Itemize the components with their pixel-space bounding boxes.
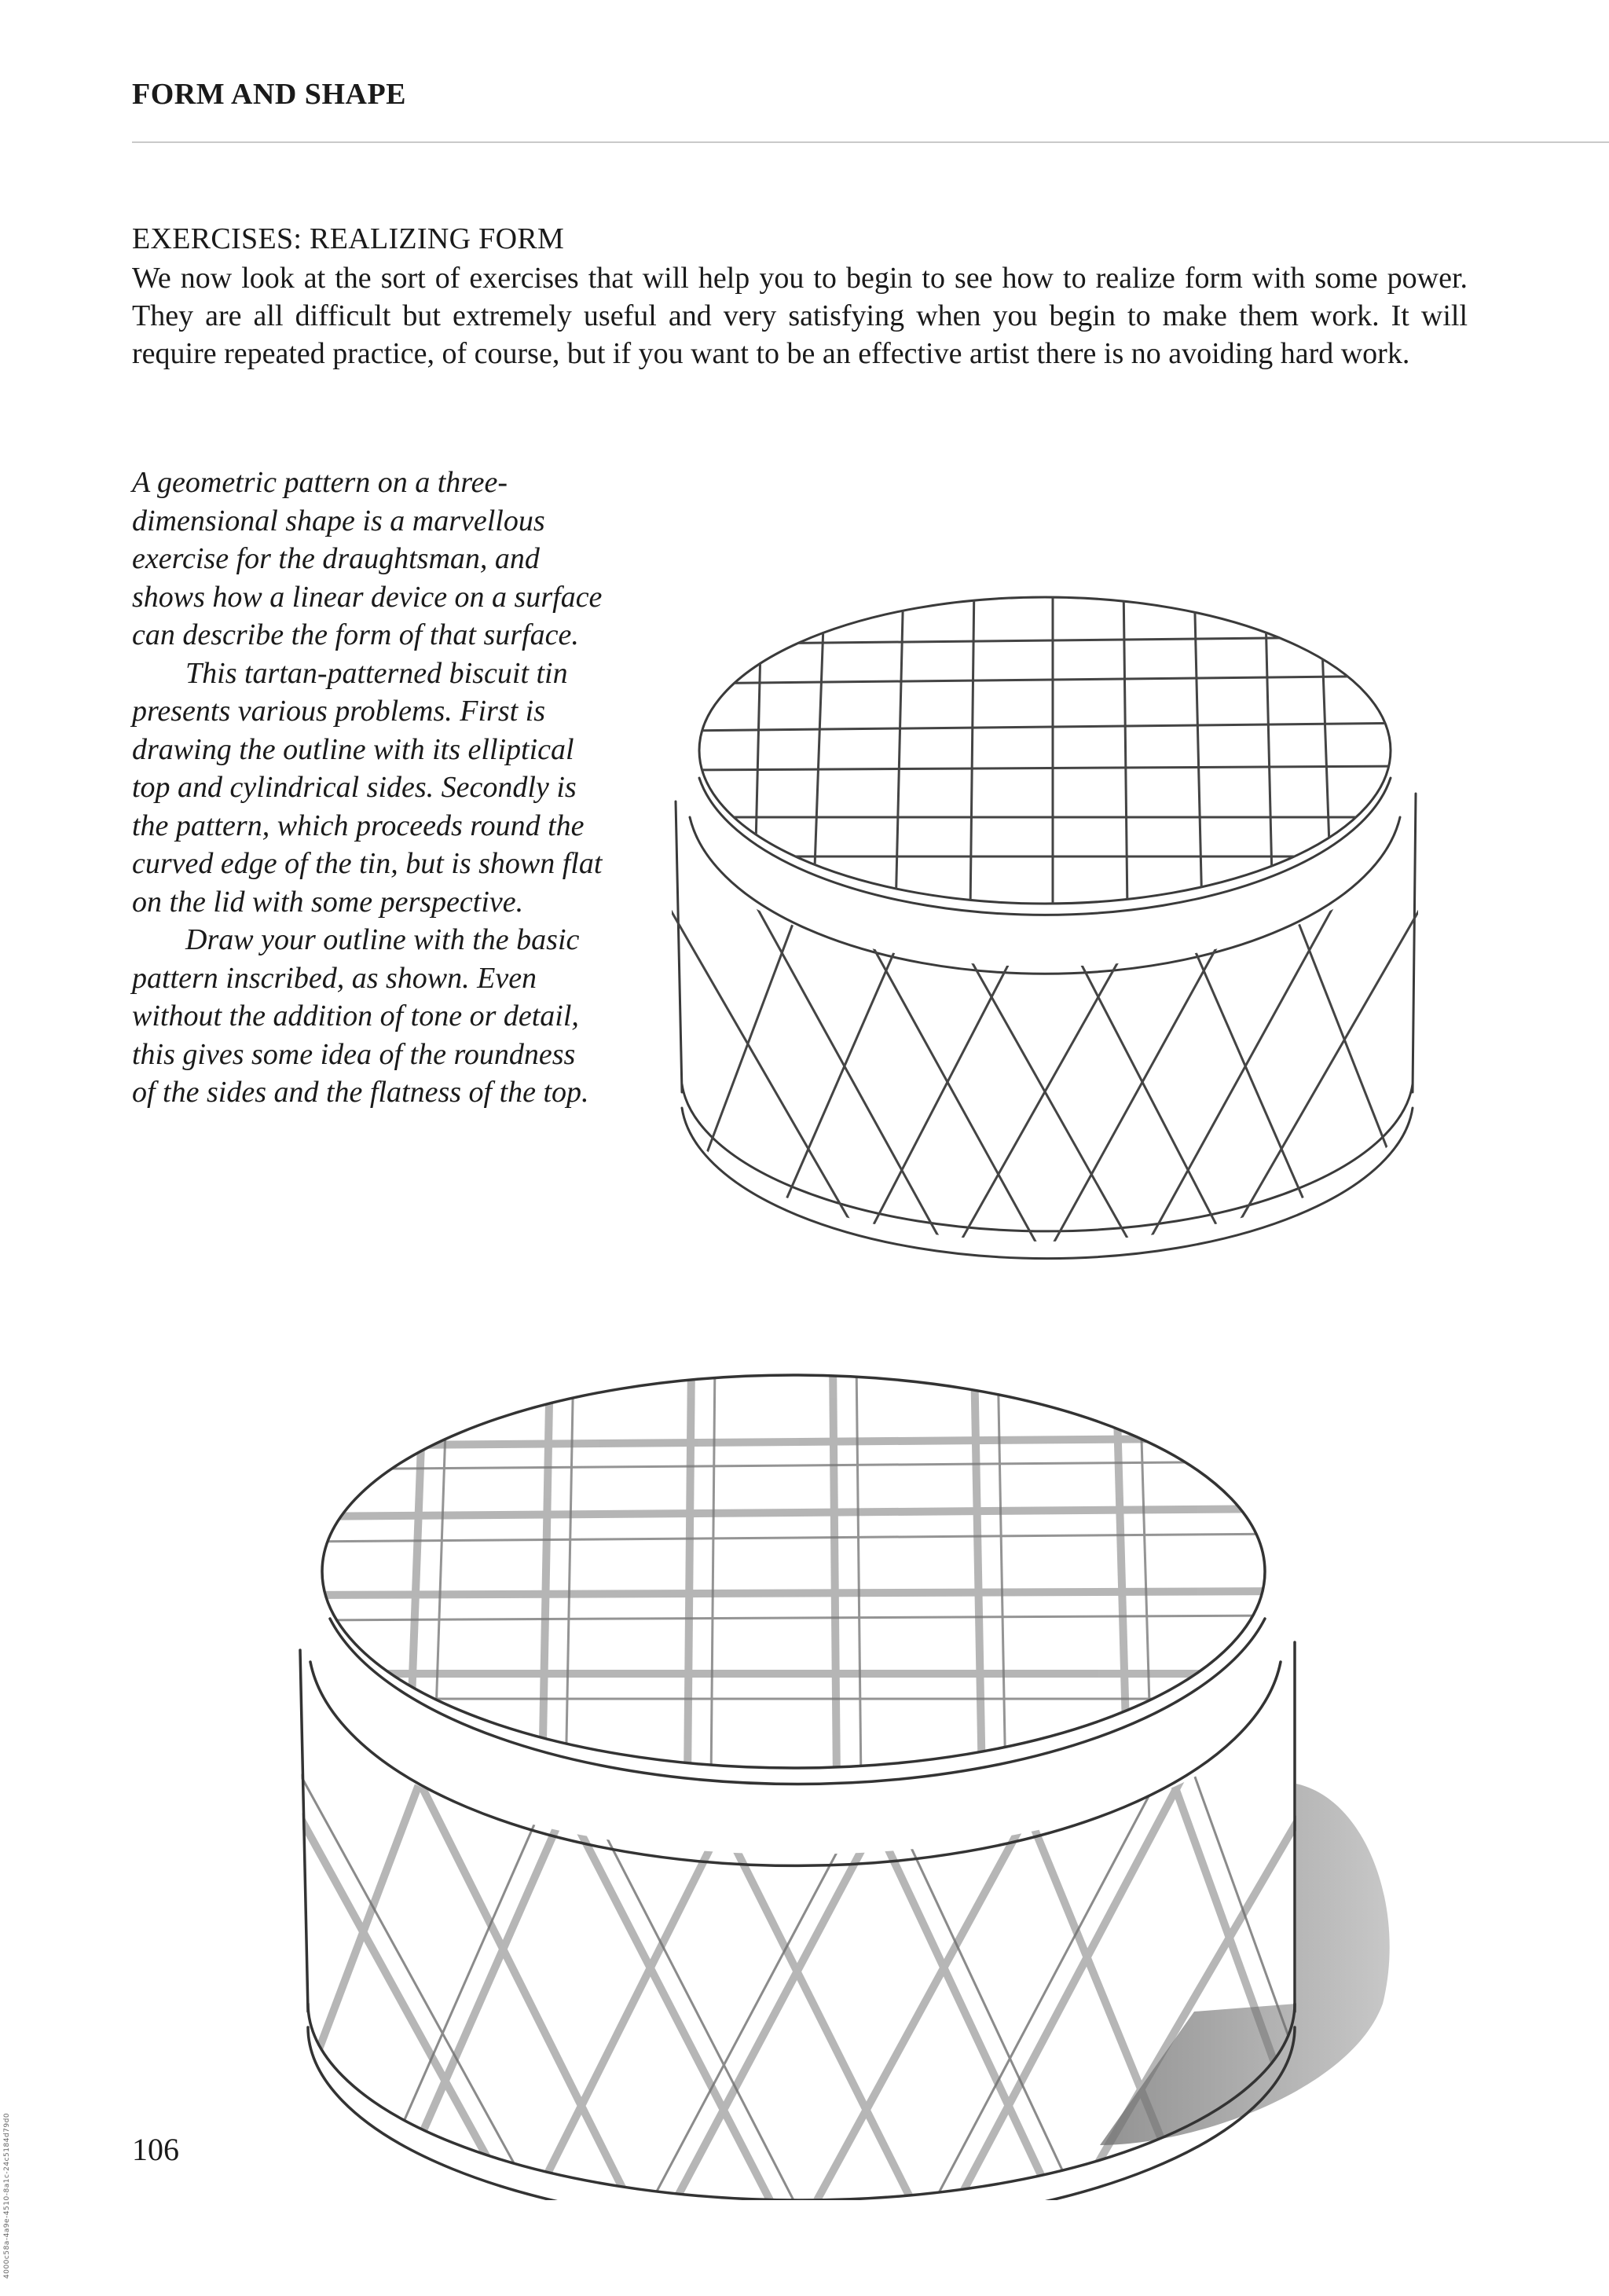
page-number: 106: [132, 2132, 179, 2167]
caption-paragraph-1: A geometric pattern on a three-dimensional shape is a marvellous exercise for the draughtsman, and shows how a linear device on a surface can describe the form of that surface.: [132, 466, 603, 651]
tartan-tin-outline-sketch: [644, 581, 1446, 1273]
caption-paragraph-2: This tartan-patterned biscuit tin presents various problems. First is drawing the outline with its elliptical top and cylindrical sides. Secondly is the pattern, which proceeds round the curved edge of the tin, but is shown flat on the lid with some perspective.: [132, 656, 603, 919]
side-imprint: 4000c58a-4a9e-4510-8a1c-24c5184d79d0: [3, 2112, 11, 2279]
header-rule: [132, 141, 1609, 143]
illustration-caption: [132, 464, 603, 1112]
intro-paragraph: We now look at the sort of exercises that will help you to begin to see how to realize form with some power. They are all difficult but extremely useful and very satisfying when you begin to make them work. It will require repeated practice, of course, but if you want to be an effective artist there is no avoiding hard work.: [132, 262, 1468, 370]
running-head: FORM AND SHAPE: [132, 78, 406, 111]
tartan-tin-shaded-drawing: [251, 1359, 1414, 2200]
caption-paragraph-3: Draw your outline with the basic pattern inscribed, as shown. Even without the addition of tone or detail, this gives some idea of the roundness of the sides and the flatness of the top.: [132, 923, 589, 1109]
section-title: EXERCISES: REALIZING FORM: [132, 222, 565, 255]
